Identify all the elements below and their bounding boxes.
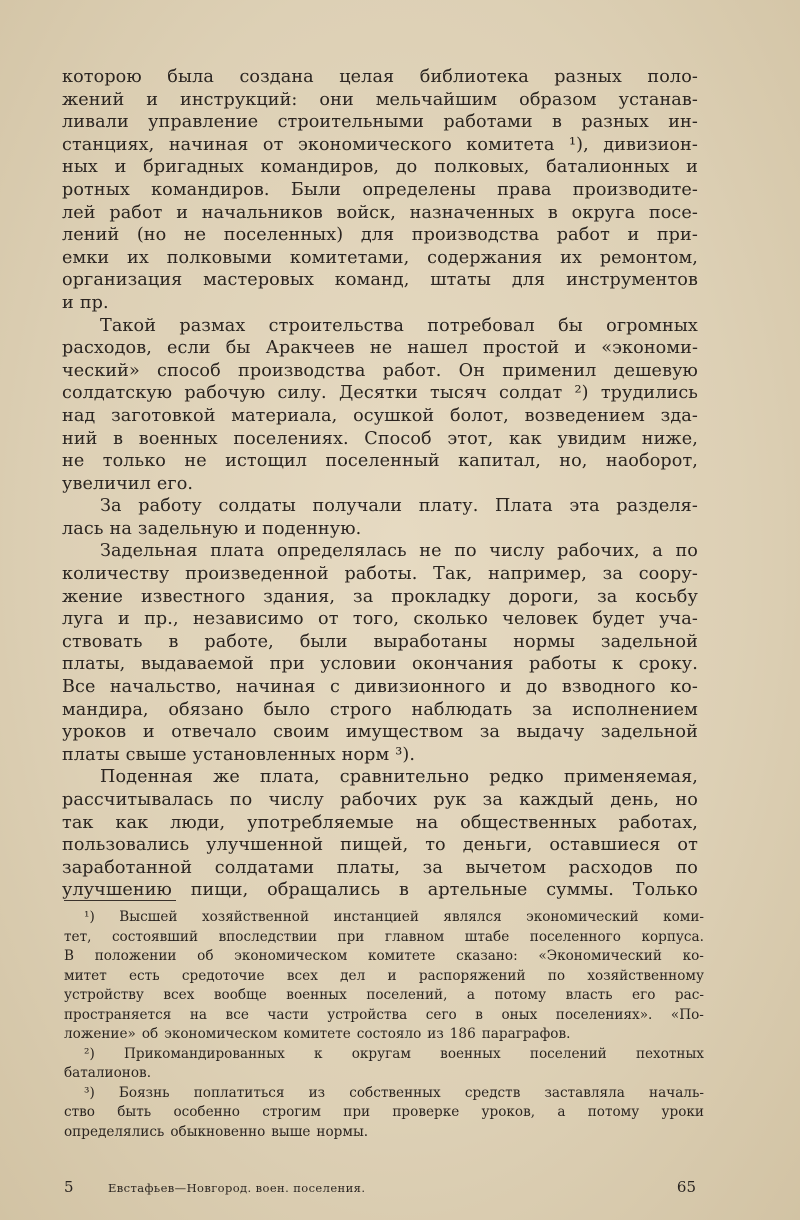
text-line: мандира, обязано было строго наблюдать за исполнением xyxy=(62,699,698,720)
footnote-line: пространяется на все части устройства сего в оных поселениях». «По- xyxy=(64,1006,704,1023)
footnote-line: В положении об экономическом комитете сказано: «Экономический ко- xyxy=(64,948,704,964)
text-line: солдатскую рабочую силу. Десятки тысяч солдат ²) трудились xyxy=(62,383,698,404)
text-line: Поденная же плата, сравнительно редко применяемая, xyxy=(100,767,698,788)
text-line: так как люди, употребляемые на общественных работах, xyxy=(62,812,698,833)
footnote-line: баталионов. xyxy=(64,1065,152,1081)
running-footer: Евстафьев—Новгород. воен. поселения. xyxy=(108,1181,366,1195)
text-line: ных и бригадных командиров, до полковых, баталионных и xyxy=(62,157,698,178)
text-line: платы свыше установленных норм ³). xyxy=(62,744,416,765)
text-line: платы, выдаваемой при условии окончания работы к сроку. xyxy=(62,654,698,675)
footnote-separator xyxy=(64,900,176,901)
text-line: не только не истощил поселенный капитал, но, наоборот, xyxy=(62,451,698,472)
footnotes-block xyxy=(64,908,704,1142)
text-line: рассчитывалась по числу рабочих рук за каждый день, но xyxy=(62,790,698,810)
text-line: над заготовкой материала, осушкой болот, возведением зда- xyxy=(62,405,698,426)
text-line: За работу солдаты получали плату. Плата эта разделя- xyxy=(100,496,698,517)
text-line: и пр. xyxy=(62,292,109,313)
footnote-line: ²) Прикомандированных к округам военных поселений пехотных xyxy=(84,1045,704,1062)
text-line: ний в военных поселениях. Способ этот, как увидим ниже, xyxy=(62,428,698,449)
text-line: количеству произведенной работы. Так, например, за соору- xyxy=(62,564,698,585)
text-line: Задельная плата определялась не по числу рабочих, а по xyxy=(100,541,698,562)
text-line: расходов, если бы Аракчеев не нашел простой и «экономи- xyxy=(62,338,698,359)
text-line: ливали управление строительными работами в разных ин- xyxy=(62,112,698,133)
text-line: пользовались улучшенной пищей, то деньги, оставшиеся от xyxy=(62,835,698,856)
text-line: лась на задельную и поденную. xyxy=(62,518,362,539)
text-line: Все начальство, начиная с дивизионного и до взводного ко- xyxy=(62,677,698,698)
text-line: уроков и отвечало своим имуществом за выдачу задельной xyxy=(62,722,698,743)
text-line: станциях, начиная от экономического комитета ¹), дивизион- xyxy=(62,134,698,155)
text-line: емки их полковыми комитетами, содержания их ремонтом, xyxy=(62,247,698,268)
text-line: жений и инструкций: они мельчайшим образом устанав- xyxy=(62,89,698,110)
footnote-line: ство быть особенно строгим при проверке уроков, а потому уроки xyxy=(64,1104,704,1120)
text-line: лений (но не поселенных) для производства работ и при- xyxy=(62,225,698,246)
footnote-line: ложение» об экономическом комитете состояло из 186 параграфов. xyxy=(64,1026,571,1042)
main-text-block xyxy=(62,66,698,902)
text-line: улучшению пищи, обращались в артельные суммы. Только xyxy=(62,880,698,901)
footnote-line: ³) Боязнь поплатиться из собственных средств заставляла началь- xyxy=(84,1084,704,1101)
page-footer xyxy=(64,1178,696,1196)
text-line: которою была создана целая библиотека разных поло- xyxy=(62,67,698,87)
text-line: Такой размах строительства потребовал бы огромных xyxy=(100,315,698,336)
text-line: луга и пр., независимо от того, сколько человек будет уча- xyxy=(62,609,698,630)
text-line: лей работ и начальников войск, назначенных в округа посе- xyxy=(62,202,698,223)
footnote-line: устройству всех вообще военных поселений, а потому власть его рас- xyxy=(64,987,704,1003)
page-number: 65 xyxy=(676,1178,696,1196)
text-line: ческий» способ производства работ. Он применил дешевую xyxy=(62,360,698,381)
text-line: жение известного здания, за прокладку дороги, за косьбу xyxy=(62,586,698,607)
signature-mark: 5 xyxy=(64,1178,74,1196)
text-line: ствовать в работе, были выработаны нормы задельной xyxy=(62,631,698,652)
text-line: организация мастеровых команд, штаты для инструментов xyxy=(62,270,698,291)
text-line: заработанной солдатами платы, за вычетом расходов по xyxy=(62,857,698,878)
text-line: ротных командиров. Были определены права производите- xyxy=(62,179,698,200)
text-line: увеличил его. xyxy=(62,473,194,494)
footnote-line: определялись обыкновенно выше нормы. xyxy=(64,1123,369,1140)
footnote-line: ¹) Высшей хозяйственной инстанцией являлся экономический коми- xyxy=(84,909,704,925)
footnote-line: тет, состоявший впоследствии при главном штабе поселенного корпуса. xyxy=(64,928,704,945)
footnote-line: митет есть средоточие всех дел и распоряжений по хозяйственному xyxy=(64,967,704,984)
